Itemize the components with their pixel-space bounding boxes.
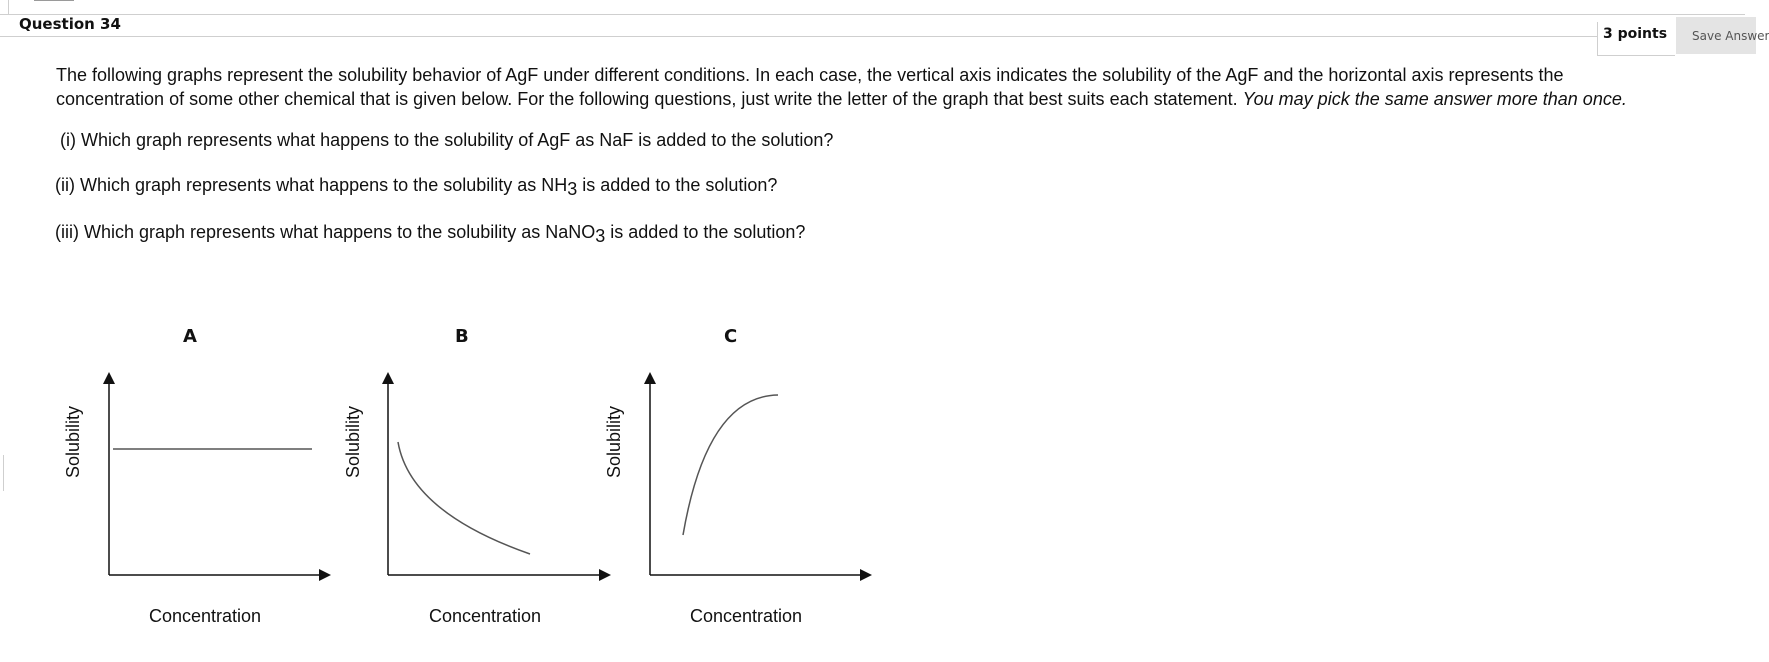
intro-line-2: [56, 87, 1746, 111]
question-part-iii: [55, 222, 806, 246]
top-divider-left-edge: [8, 0, 9, 14]
graph-c-xlabel: Concentration: [690, 606, 803, 626]
graph-b-letter: B: [455, 326, 469, 347]
question-header: [0, 14, 1597, 37]
question-part-iii-subscript: 3: [595, 226, 606, 246]
graph-b-curve: [398, 442, 530, 554]
graph-b: [388, 378, 605, 575]
question-part-iii-text: (iii) Which graph represents what happens to the solubility as NaNO: [55, 222, 596, 242]
top-tab-marker: [34, 0, 74, 1]
question-part-ii-text: (ii) Which graph represents what happens to the solubility as NH: [55, 175, 568, 195]
question-part-ii-text-end: is added to the solution?: [577, 175, 778, 195]
intro-line-2-text: concentration of some other chemical that is given below. For the following questions, just write the letter of the graph that best suits each statement.: [56, 89, 1243, 109]
top-divider: [0, 0, 1745, 15]
graph-b-ylabel: Solubility: [343, 405, 363, 478]
graph-a-ylabel: Solubility: [63, 405, 83, 478]
graph-a-xlabel: Concentration: [149, 606, 262, 626]
question-title: Question 34: [19, 15, 121, 33]
question-part-i: (i) Which graph represents what happens to the solubility of AgF as NaF is added to the solution?: [60, 130, 834, 150]
graph-c-curve: [683, 395, 778, 535]
graph-c-letter: C: [724, 326, 738, 347]
intro-line-2-note: You may pick the same answer more than once.: [1242, 89, 1627, 109]
graph-a: [109, 378, 325, 575]
left-edge-marker: [0, 455, 4, 491]
graph-c: [650, 378, 866, 575]
graph-b-xlabel: Concentration: [429, 606, 542, 626]
question-part-ii: [55, 175, 778, 199]
intro-line-1: The following graphs represent the solubility behavior of AgF under different conditions. In each case, the vertical axis indicates the solubility of the AgF and the horizontal axis represents the: [56, 65, 1564, 85]
question-part-iii-text-end: is added to the solution?: [605, 222, 806, 242]
save-answer-button[interactable]: Save Answer: [1676, 17, 1756, 54]
points-label: 3 points: [1603, 26, 1668, 42]
graph-a-letter: A: [183, 326, 197, 347]
graph-c-ylabel: Solubility: [604, 405, 624, 478]
question-part-ii-subscript: 3: [567, 179, 578, 199]
question-intro: [56, 63, 1746, 111]
